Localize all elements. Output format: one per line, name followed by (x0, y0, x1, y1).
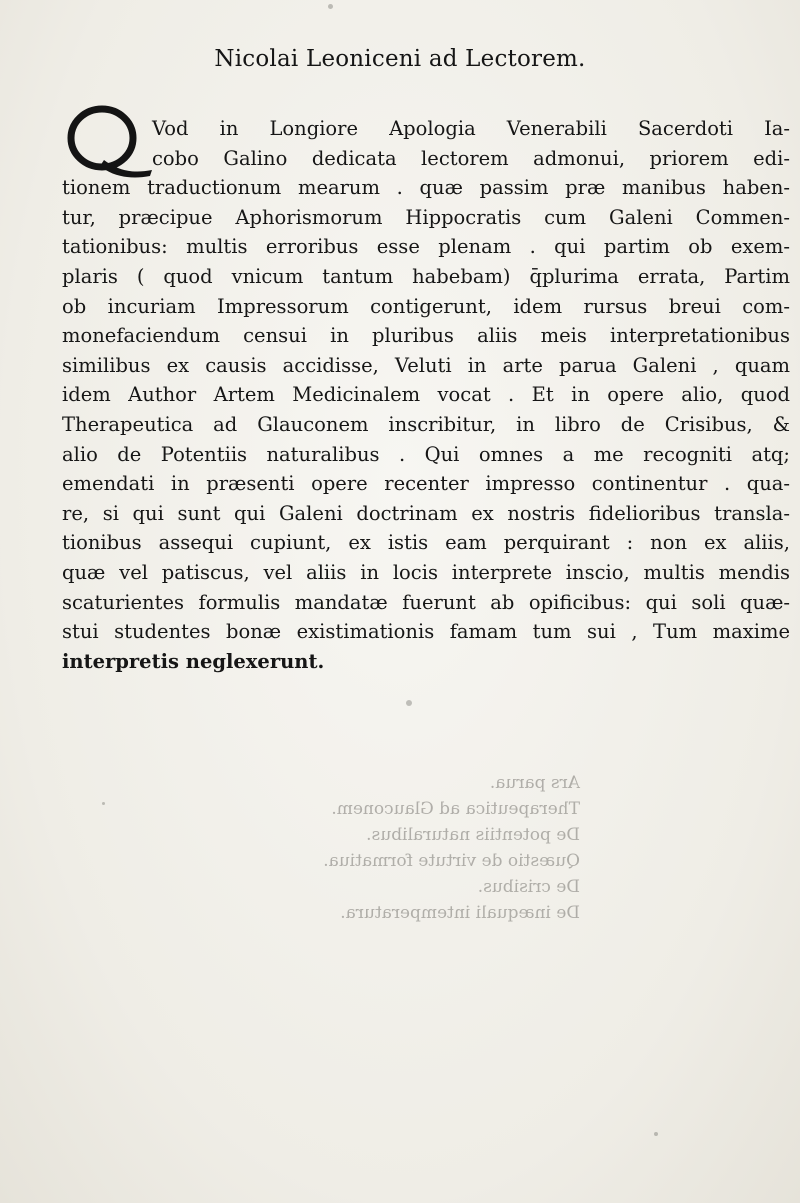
paper-spot (654, 1132, 658, 1136)
bleed-line: Therapeutica ad Glauconem. (331, 799, 580, 819)
text-line: Vod in Longiore Apologia Venerabili Sacerdoti Ia- (152, 117, 790, 140)
text-line: tationibus: multis erroribus esse plenam . qui partim ob exem- (62, 235, 790, 259)
text-line: scaturientes formulis mandatæ fuerunt ab opificibus: qui soli quæ- (62, 590, 790, 614)
page-title: Nicolai Leoniceni ad Lectorem. (214, 46, 586, 72)
text-line: ob incuriam Impressorum contigerunt, idem rursus breui com- (62, 294, 790, 318)
body-text (62, 114, 790, 676)
paper-spot (328, 4, 333, 9)
dropcap-letter: Q (102, 150, 103, 151)
bleed-line: De potentiis naturalibus. (366, 825, 580, 845)
text-line: monefaciendum censui in pluribus aliis meis interpretationibus (62, 324, 790, 348)
text-line: tionem traductionum mearum . quæ passim præ manibus haben- (62, 176, 790, 200)
bleed-line: De crisibus. (477, 877, 580, 897)
text-line: interpretis neglexerunt. (62, 649, 325, 673)
bleed-line: Quæstio de virtute formatiua. (323, 851, 580, 871)
text-line: alio de Potentiis naturalibus . Qui omnes a me recogniti atq; (62, 442, 790, 466)
text-line: cobo Galino dedicata lectorem admonui, priorem edi- (152, 146, 790, 170)
text-line: Therapeutica ad Glauconem inscribitur, in libro de Crisibus, & (62, 412, 790, 436)
text-line: plaris ( quod vnicum tantum habebam) q̄plurima errata, Partim (62, 264, 790, 288)
bleed-through-text (260, 770, 580, 926)
text-line: idem Author Artem Medicinalem vocat . Et in opere alio, quod (62, 383, 790, 407)
text-line: emendati in præsenti opere recenter impresso continentur . qua- (62, 472, 790, 496)
text-line: tionibus assequi cupiunt, ex istis eam perquirant : non ex aliis, (62, 531, 790, 555)
text-line: re, si qui sunt qui Galeni doctrinam ex nostris fidelioribus transla- (62, 501, 790, 525)
paper-spot (102, 802, 105, 805)
text-line: similibus ex causis accidisse, Veluti in arte parua Galeni , quam (62, 353, 790, 377)
paper-spot (406, 700, 412, 706)
text-line: stui studentes bonæ existimationis famam tum sui , Tum maxime (62, 620, 790, 644)
bleed-line: Ars parua. (489, 773, 580, 793)
bleed-line: De inæquali intemperatura. (340, 903, 580, 923)
text-line: quæ vel patiscus, vel aliis in locis interprete inscio, multis mendis (62, 560, 790, 584)
text-line: tur, præcipue Aphorismorum Hippocratis cum Galeni Commen- (62, 205, 790, 229)
